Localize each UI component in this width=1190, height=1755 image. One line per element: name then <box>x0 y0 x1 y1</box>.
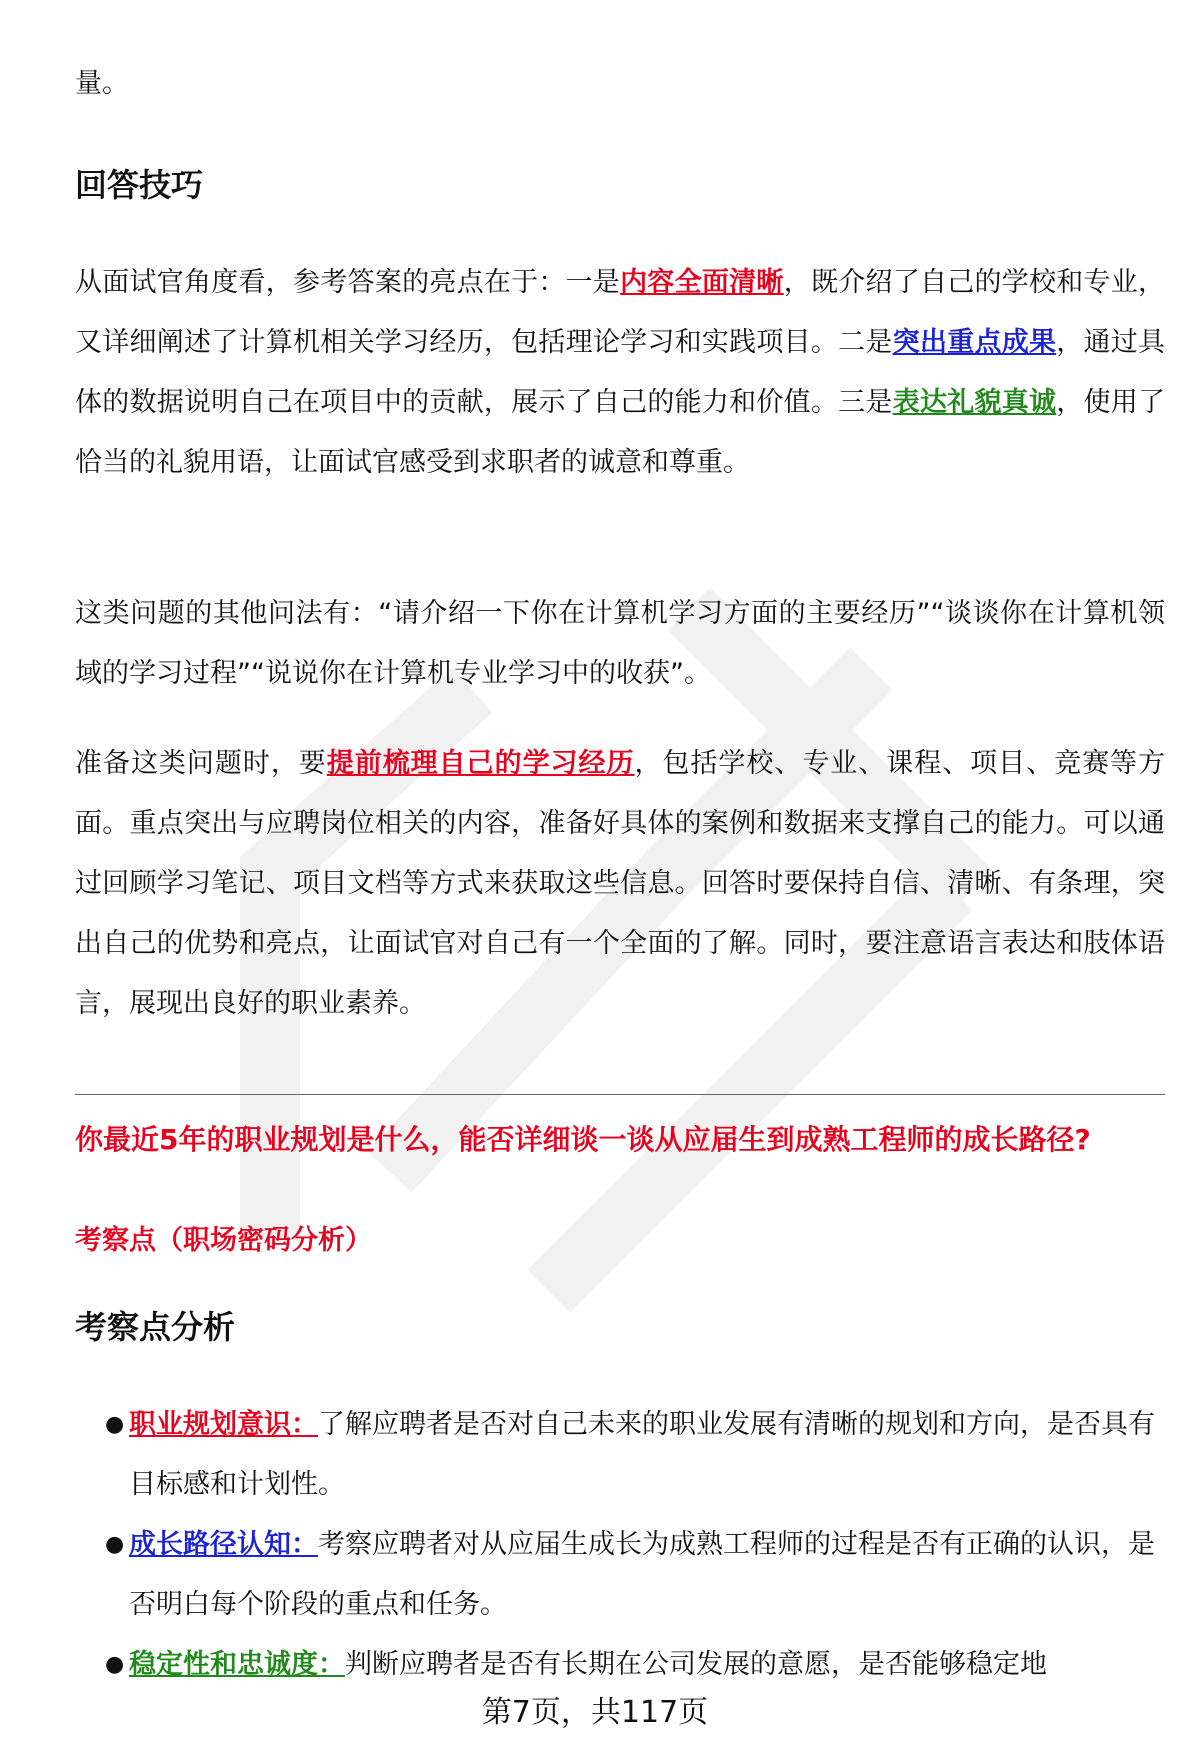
point-label-growth-path: 成长路径认知： <box>129 1529 318 1560</box>
tips-paragraph-1 <box>75 253 1165 493</box>
bullet-icon: ● <box>105 1532 125 1557</box>
tips-text: 从面试官角度看，参考答案的亮点在于：一是 <box>75 267 621 298</box>
highlight-key-results: 突出重点成果 <box>892 327 1057 358</box>
tips-text: ，通过具体的数据说明自己在项目中的贡献，展示了自己的能力和价值。三是 <box>75 327 1166 418</box>
point-label-career-plan: 职业规划意识： <box>129 1409 318 1440</box>
tips-paragraph-2: 这类问题的其他问法有：“请介绍一下你在计算机学习方面的主要经历”“谈谈你在计算机领域的学习过程”“说说你在计算机专业学习中的收获”。 <box>75 598 1165 689</box>
section-divider <box>75 1094 1165 1095</box>
bullet-icon: ● <box>105 1412 125 1437</box>
point-text: 考察应聘者对从应届生成长为成熟工程师的过程是否有正确的认识，是否明白每个阶段的重点和任务。 <box>129 1529 1155 1620</box>
question-title: 你最近5年的职业规划是什么，能否详细谈一谈从应届生到成熟工程师的成长路径? <box>75 1123 1091 1156</box>
tips-text: ，使用了恰当的礼貌用语，让面试官感受到求职者的诚意和尊重。 <box>75 387 1166 478</box>
highlight-organize-experience: 提前梳理自己的学习经历 <box>326 748 635 779</box>
point-text: 判断应聘者是否有长期在公司发展的意愿，是否能够稳定地 <box>345 1649 1047 1680</box>
list-item <box>75 1515 1165 1635</box>
analysis-points-list <box>75 1395 1165 1695</box>
bullet-icon: ● <box>105 1652 125 1677</box>
analysis-heading: 考察点分析 <box>75 1308 236 1346</box>
exam-point-label: 考察点（职场密码分析） <box>75 1225 372 1256</box>
tips-text: ，既介绍了自己的学校和专业，又详细阐述了计算机相关学习经历，包括理论学习和实践项目。二是 <box>75 267 1166 358</box>
intro-tail: 量。 <box>75 68 129 99</box>
page-number-footer: 第7页，共117页 <box>481 1695 709 1730</box>
highlight-content-clear: 内容全面清晰 <box>620 267 784 298</box>
list-item <box>75 1395 1165 1515</box>
tips-text: 准备这类问题时，要 <box>75 748 327 779</box>
list-item <box>75 1635 1165 1695</box>
tips-text: ，包括学校、专业、课程、项目、竞赛等方面。重点突出与应聘岗位相关的内容，准备好具体的案例和数据来支撑自己的能力。可以通过回顾学习笔记、项目文档等方式来获取这些信息。回答时要保持自信、清晰、有条理，突出自己的优势和亮点，让面试官对自己有一个全面的了解。同时，要注意语言表达和肢体语言，展现出良好的职业素养。 <box>75 748 1166 1019</box>
point-label-stability: 稳定性和忠诚度： <box>129 1649 345 1680</box>
highlight-polite-sincere: 表达礼貌真诚 <box>892 387 1057 418</box>
tips-paragraph-3 <box>75 734 1165 1034</box>
point-text: 了解应聘者是否对自己未来的职业发展有清晰的规划和方向，是否具有目标感和计划性。 <box>129 1409 1155 1500</box>
tips-heading: 回答技巧 <box>75 166 204 204</box>
